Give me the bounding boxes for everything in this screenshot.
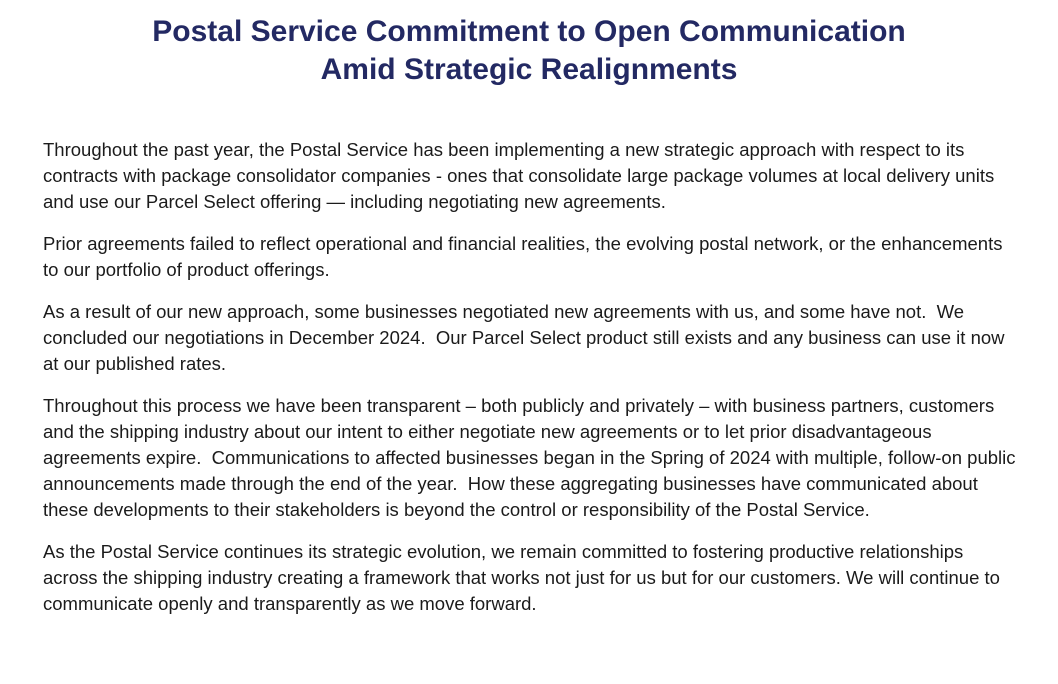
page-title [0, 13, 1058, 89]
paragraph-prior-agreements: Prior agreements failed to reflect operational and financial realities, the evolving postal network, or the enhancements to our portfolio of product offerings. [43, 233, 1008, 280]
paragraph-transparency: Throughout this process we have been transparent – both publicly and privately – with business partners, customers and the shipping industry about our intent to either negotiate new agreements or to let prior disadvantageous agreements expire. Communications to affected businesses began in the Spring of 2024 with multiple, follow-on public announcements made through the end of the year. How these aggregating businesses have communicated about these developments to their stakeholders is beyond the control or responsibility of the Postal Service. [43, 395, 1021, 520]
document-body [0, 137, 1058, 617]
page-title-line-1: Postal Service Commitment to Open Communication [152, 15, 906, 48]
paragraph-negotiation-results: As a result of our new approach, some businesses negotiated new agreements with us, and some have not. We concluded our negotiations in December 2024. Our Parcel Select product still exists and any business can use it now at our published rates. [43, 301, 1010, 374]
paragraph-strategic-approach: Throughout the past year, the Postal Service has been implementing a new strategic approach with respect to its contracts with package consolidator companies - ones that consolidate large package volumes at local delivery units and use our Parcel Select offering — including negotiating new agreements. [43, 139, 1000, 212]
paragraph-commitment: As the Postal Service continues its strategic evolution, we remain committed to fostering productive relationships across the shipping industry creating a framework that works not just for us but for our customers. We will continue to communicate openly and transparently as we move forward. [43, 541, 1006, 614]
page-title-line-2: Amid Strategic Realignments [320, 53, 738, 86]
